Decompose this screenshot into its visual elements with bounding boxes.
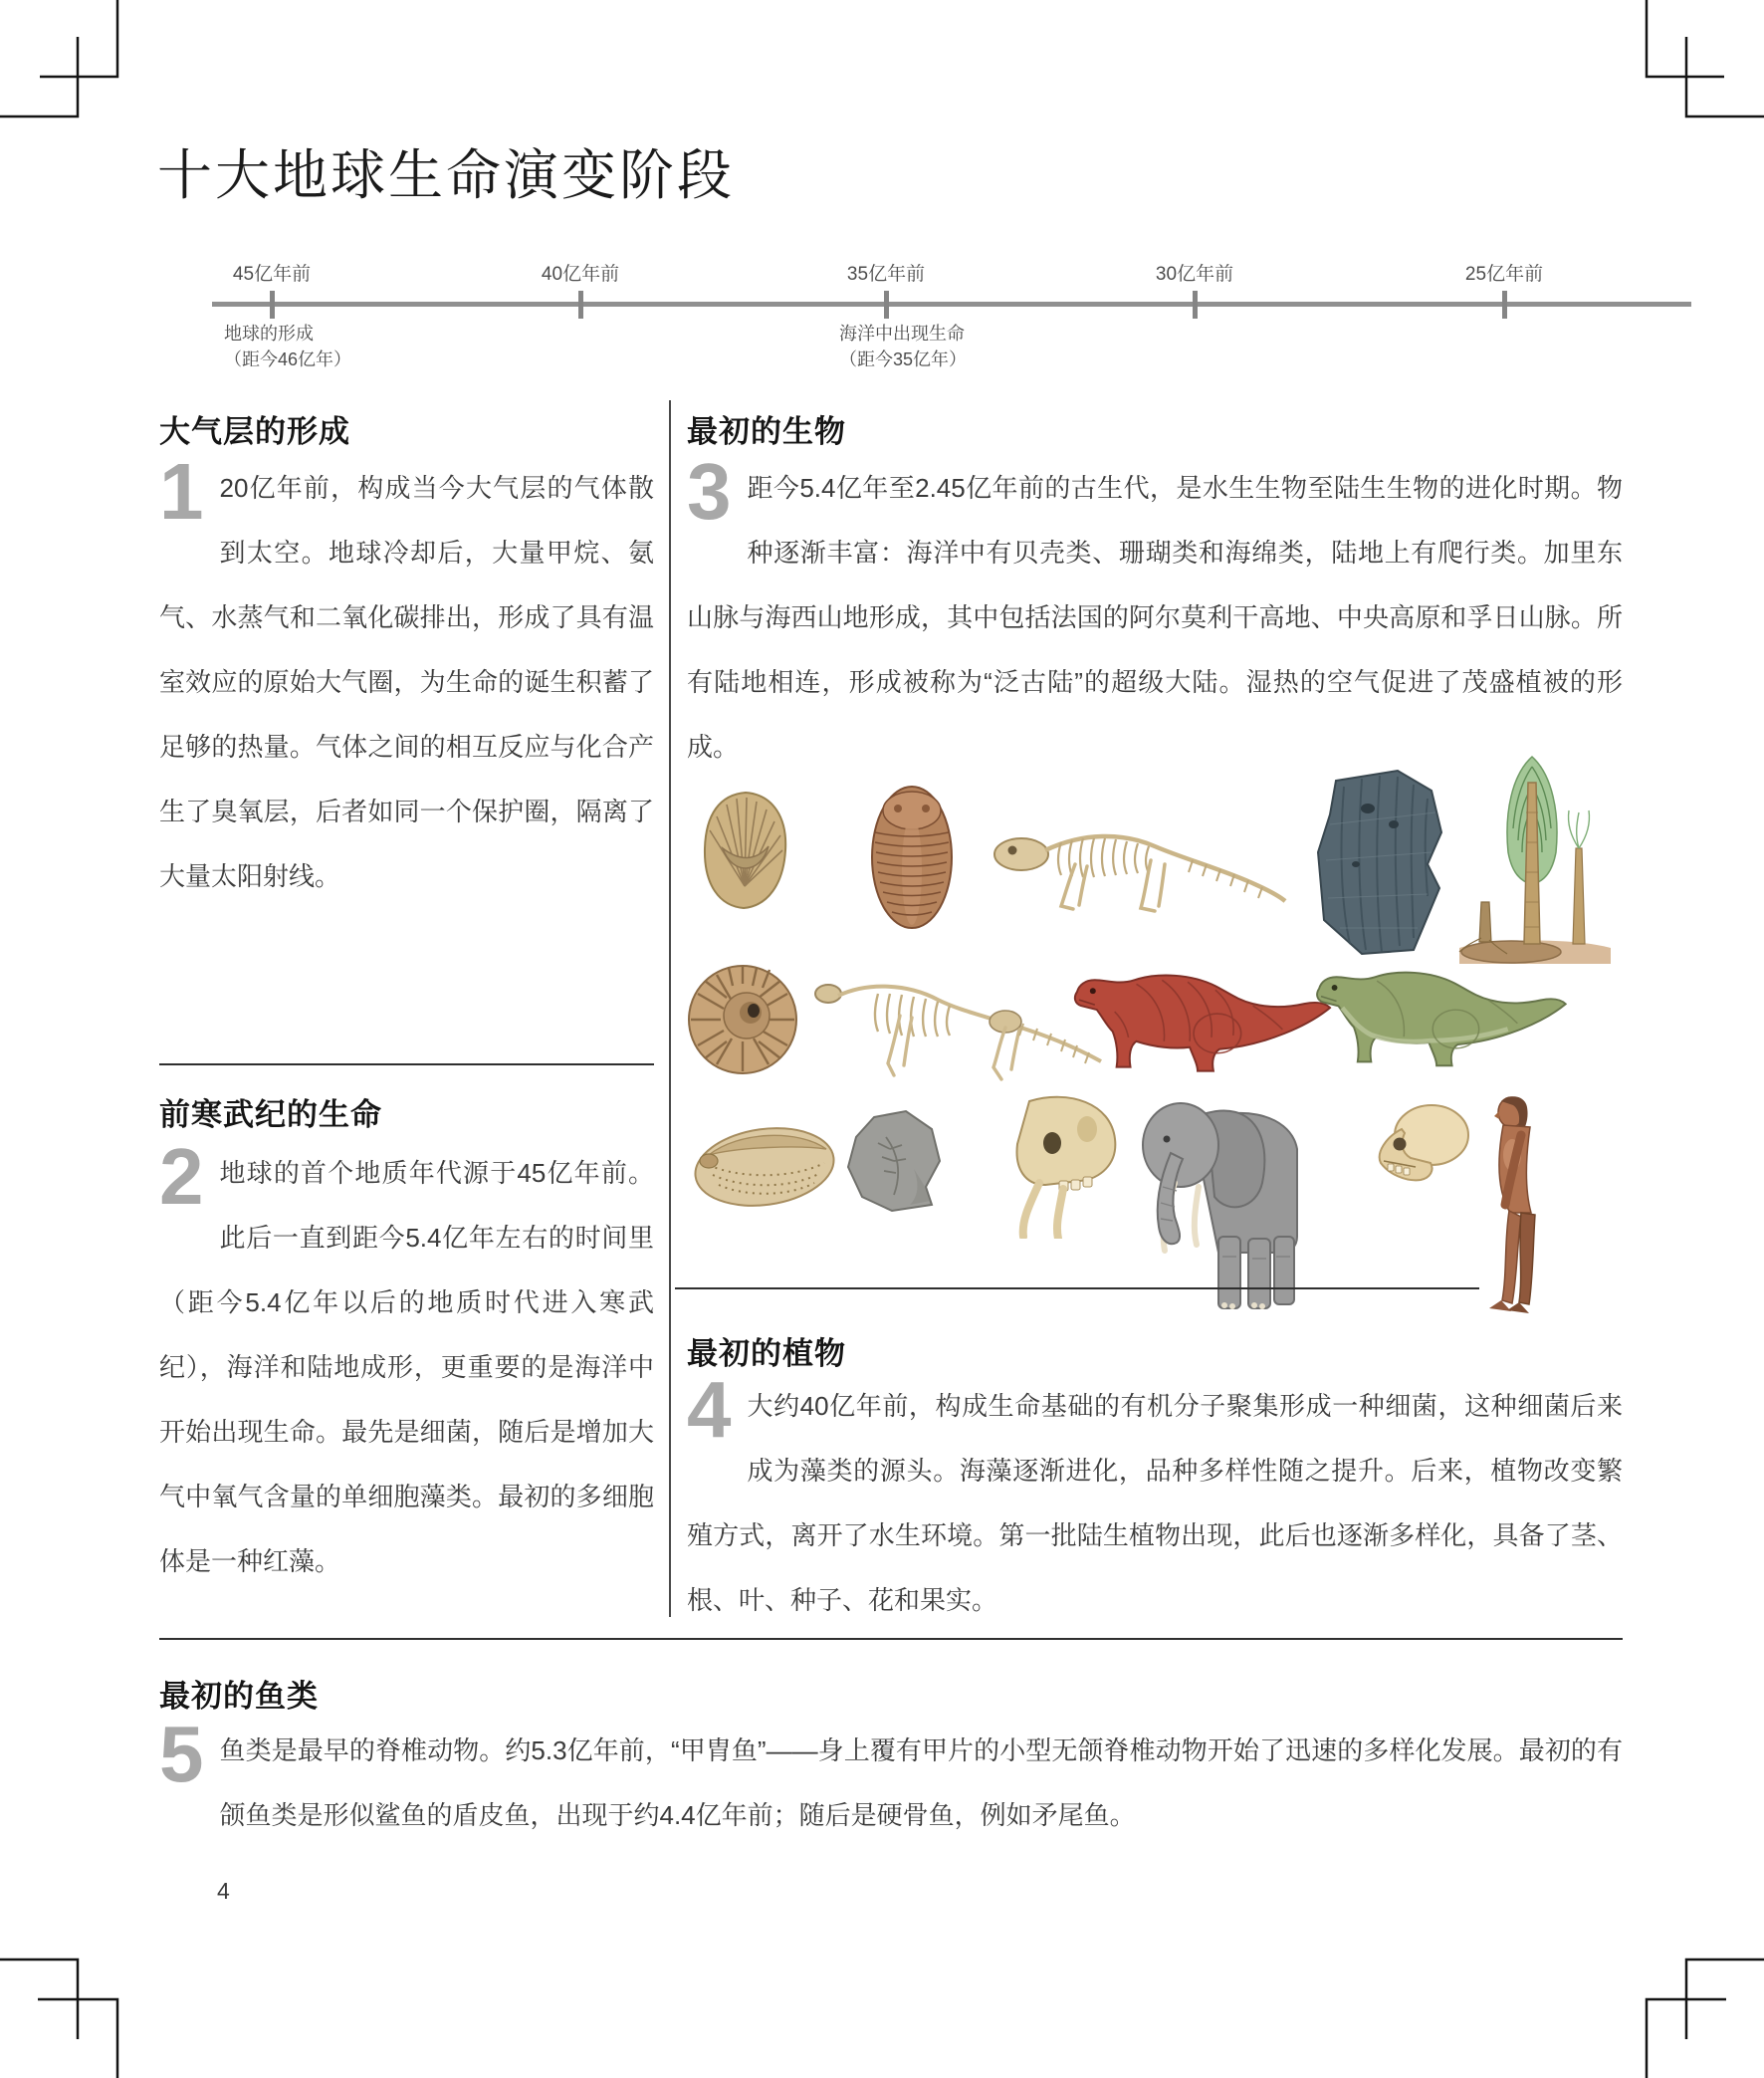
brachiopod-shell-fossil-illustration <box>695 789 796 912</box>
timeline-tick <box>578 291 583 319</box>
timeline-tick <box>1502 291 1507 319</box>
page-number: 4 <box>217 1878 230 1904</box>
bark-fossil-illustration <box>1310 769 1447 960</box>
section-number: 2 <box>159 1132 204 1221</box>
section-number: 5 <box>159 1710 204 1798</box>
timeline-event-earth-formation <box>224 321 351 372</box>
oval-shell-fossil-illustration <box>689 1117 840 1212</box>
section-heading: 最初的鱼类 <box>159 1679 319 1714</box>
elephant-illustration <box>1123 1087 1300 1318</box>
section-body <box>687 1365 1623 1633</box>
timeline-label: 35亿年前 <box>846 264 926 285</box>
section-body <box>159 1710 1623 1848</box>
section-body <box>687 447 1623 780</box>
trilobite-fossil-illustration <box>862 783 962 932</box>
timeline-label: 40亿年前 <box>541 264 620 285</box>
section-body <box>159 1132 654 1594</box>
timeline-event-title: 海洋中出现生命 <box>839 324 965 344</box>
section-text: 大约40亿年前，构成生命基础的有机分子聚集形成一种细菌，这种细菌后来成为藻类的源头。海藻逐渐进化，品种多样性随之提升。后来，植物改变繁殖方式，离开了水生环境。第一批陆生植物出现，此后也逐渐多样化，具备了茎、根、叶、种子、花和果实。 <box>687 1391 1623 1615</box>
section-divider <box>159 1063 654 1065</box>
timeline-event-subtitle: （距今46亿年） <box>224 349 352 369</box>
section-body <box>159 447 654 909</box>
section-heading: 最初的生物 <box>687 414 846 449</box>
timeline-tick <box>884 291 889 319</box>
timeline-tick <box>270 291 275 319</box>
hominid-skull-illustration <box>1370 1101 1471 1191</box>
section-text: 20亿年前，构成当今大气层的气体散到太空。地球冷却后，大量甲烷、氨气、水蒸气和二氧化碳排出，形成了具有温室效应的原始大气圈，为生命的诞生积蓄了足够的热量。气体之间的相互反应与化合产生了臭氧层，后者如同一个保护圈，隔离了大量太阳射线。 <box>159 473 654 891</box>
timeline-label: 30亿年前 <box>1155 264 1234 285</box>
early-human-illustration <box>1481 1093 1563 1318</box>
amphibian-skeleton-illustration <box>984 803 1288 920</box>
page-title: 十大地球生命演变阶段 <box>157 144 736 206</box>
section-number: 4 <box>687 1365 732 1454</box>
section-heading: 最初的植物 <box>687 1336 846 1371</box>
dinosaur-with-skin-illustration <box>1294 956 1585 1073</box>
elephant-skull-illustration <box>999 1089 1125 1239</box>
section-divider <box>159 1638 1623 1640</box>
early-plants-illustration <box>1451 753 1617 970</box>
timeline-axis <box>212 302 1691 307</box>
section-number: 1 <box>159 447 204 536</box>
plate-baseline <box>675 1287 1479 1289</box>
section-text: 鱼类是最早的脊椎动物。约5.3亿年前，“甲胄鱼”——身上覆有甲片的小型无颌脊椎动物开始了迅速的多样化发展。最初的有颌鱼类是形似鲨鱼的盾皮鱼，出现于约4.4亿年前；随后是硬骨鱼，例如矛尾鱼。 <box>219 1735 1623 1830</box>
timeline-tick <box>1193 291 1198 319</box>
column-divider <box>669 400 671 1617</box>
timeline-event-title: 地球的形成 <box>224 324 314 344</box>
section-heading: 前寒武纪的生命 <box>159 1097 382 1132</box>
timeline-label: 45亿年前 <box>232 264 312 285</box>
section-text: 地球的首个地质年代源于45亿年前。此后一直到距今5.4亿年左右的时间里（距今5.4亿年以后的地质时代进入寒武纪），海洋和陆地成形，更重要的是海洋中开始出现生命。最先是细菌，随后是增加大气中氧气含量的单细胞藻类。最初的多细胞体是一种红藻。 <box>159 1158 654 1576</box>
dinosaur-skeleton-illustration <box>808 964 1107 1085</box>
rock-imprint-fossil-illustration <box>844 1109 944 1214</box>
timeline-label: 25亿年前 <box>1464 264 1544 285</box>
section-text: 距今5.4亿年至2.45亿年前的古生代，是水生生物至陆生生物的进化时期。物种逐渐丰富：海洋中有贝壳类、珊瑚类和海绵类，陆地上有爬行类。加里东山脉与海西山地形成，其中包括法国的阿尔莫利干高地、中央高原和孚日山脉。所有陆地相连，形成被称为“泛古陆”的超级大陆。湿热的空气促进了茂盛植被的形成。 <box>687 473 1623 762</box>
ammonite-fossil-illustration <box>687 954 804 1085</box>
timeline-event-ocean-life <box>839 321 967 372</box>
section-number: 3 <box>687 447 732 536</box>
timeline-event-subtitle: （距今35亿年） <box>839 349 968 369</box>
section-heading: 大气层的形成 <box>159 414 350 449</box>
